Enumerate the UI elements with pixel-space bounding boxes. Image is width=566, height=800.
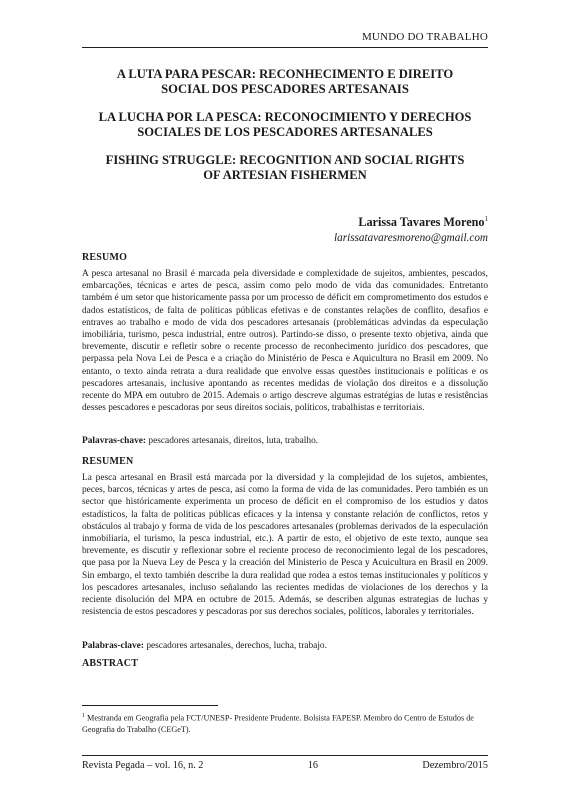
footnote-rule	[82, 705, 218, 706]
resumen-text: La pesca artesanal en Brasil está marcada por la diversidad y la complejidad de los sujetos, ambientes, peces, barcos, técnicas y artes de pesca, así como la forma de vida de las comunidades. Pero también es un sector que históricamente experimenta un proceso de déficit en el compromiso de los estudios y datos estadísticos, la falta de políticas públicas eficaces y la intensa y constante relación de conflictos, retos y obstáculos al trabajo y forma de vida de los pescadores artesanales (problemas derivados de la especulación inmobiliaria, el turismo, la pesca industrial, etc.). A partir de esto, el objetivo de este texto, aunque sea brevemente, es discutir y reflexionar sobre el reciente proceso de reconocimiento legal de los pescadores, que pasa por la Nueva Ley de Pesca y la creación del Ministerio de Pesca y Acuicultura en Brasil en 2009. Sin embargo, el texto también describe la dura realidad que rodea a estos temas institucionales y políticos y los pescadores artesanales, incluso señalando las recientes medidas de violaciones de los derechos y la reciente disolución del MPA en octubre de 2015. Además, se describen algunas estrategias de luchas y resistencia de estos pescadores y pescadoras por sus derechos sociales, políticos, laborales y territoriales.	[82, 473, 488, 618]
author-footnote-mark[interactable]: 1	[484, 215, 488, 223]
running-head: MUNDO DO TRABALHO	[361, 31, 488, 43]
resumo-text: A pesca artesanal no Brasil é marcada pela diversidade e complexidade de sujeitos, ambientes, pescados, embarcações, técnicas e artes de pesca, assim como pelo modo de vida das comunidades. Entretanto também é um setor que historicamente passa por um processo de déficit em comprometimento dos estudos e dados estatísticos, de falta de políticas públicas efetivas e de constantes relações de conflito, desafios e entraves ao trabalho e modo de vida dos pescadores artesanais (problemáticas advindas da especulação imobiliária, turismo, pesca industrial, entre outros). Partindo-se disso, o presente texto objetiva, ainda que brevemente, discutir e refletir sobre o recente processo de reconhecimento jurídico dos pescadores, que perpassa pela Nova Lei de Pesca e a criação do Ministério de Pesca e Aquicultura no Brasil em 2009. No entanto, o texto ainda retrata a dura realidade que envolve essas questões institucionais e políticas e os pescadores artesanais, inclusive apontando as recentes medidas de violação dos direitos e a dissolução recente do MPA em outubro de 2015. Ademais o artigo descreve algumas estratégias de lutas e resistências desses pescadores e pescadoras por seus direitos sociais, políticos, trabalhistas e territoriais.	[82, 269, 488, 414]
title-line: SOCIALES DE LOS PESCADORES ARTESANALES	[137, 125, 433, 139]
title-line: FISHING STRUGGLE: RECOGNITION AND SOCIAL RIGHTS	[105, 153, 465, 167]
page-footer	[82, 760, 488, 771]
title-line: OF ARTESIAN FISHERMEN	[203, 168, 367, 182]
header-rule	[82, 47, 488, 48]
footnote-mark: 1	[82, 713, 85, 719]
author-block	[334, 215, 488, 244]
author-name	[334, 215, 488, 230]
title-line: SOCIAL DOS PESCADORES ARTESANAIS	[161, 82, 409, 96]
footnote	[82, 711, 488, 735]
footer-journal: Revista Pegada – vol. 16, n. 2	[82, 760, 204, 771]
footnote-text: Mestranda em Geografia pela FCT/UNESP- Presidente Prudente. Bolsista FAPESP. Membro do Centro de Estudos de Geografia do Trabalho (CEGeT).	[82, 713, 474, 734]
page-number: 16	[307, 760, 318, 771]
keywords-label: Palabras-clave:	[82, 641, 144, 651]
title-block	[82, 67, 488, 196]
footer-rule	[82, 755, 488, 756]
title-line: A LUTA PARA PESCAR: RECONHECIMENTO E DIREITO	[116, 67, 454, 81]
keywords-label: Palavras-chave:	[82, 436, 147, 446]
resumo-heading: RESUMO	[82, 252, 128, 263]
keywords-list: pescadores artesanais, direitos, luta, trabalho.	[146, 436, 319, 446]
footer-date: Dezembro/2015	[422, 760, 488, 771]
author-email[interactable]: larissatavaresmoreno@gmail.com	[334, 232, 488, 245]
author-name-text: Larissa Tavares Moreno	[358, 215, 485, 230]
title-portuguese	[82, 67, 488, 97]
title-english	[82, 153, 488, 183]
abstract-heading: ABSTRACT	[82, 658, 139, 669]
title-line: LA LUCHA POR LA PESCA: RECONOCIMIENTO Y DERECHOS	[98, 110, 472, 124]
resumen-heading: RESUMEN	[82, 456, 134, 467]
resumo-keywords	[82, 436, 488, 446]
title-spanish	[82, 110, 488, 140]
resumen-keywords	[82, 641, 488, 651]
keywords-list: pescadores artesanales, derechos, lucha, trabajo.	[143, 641, 327, 651]
